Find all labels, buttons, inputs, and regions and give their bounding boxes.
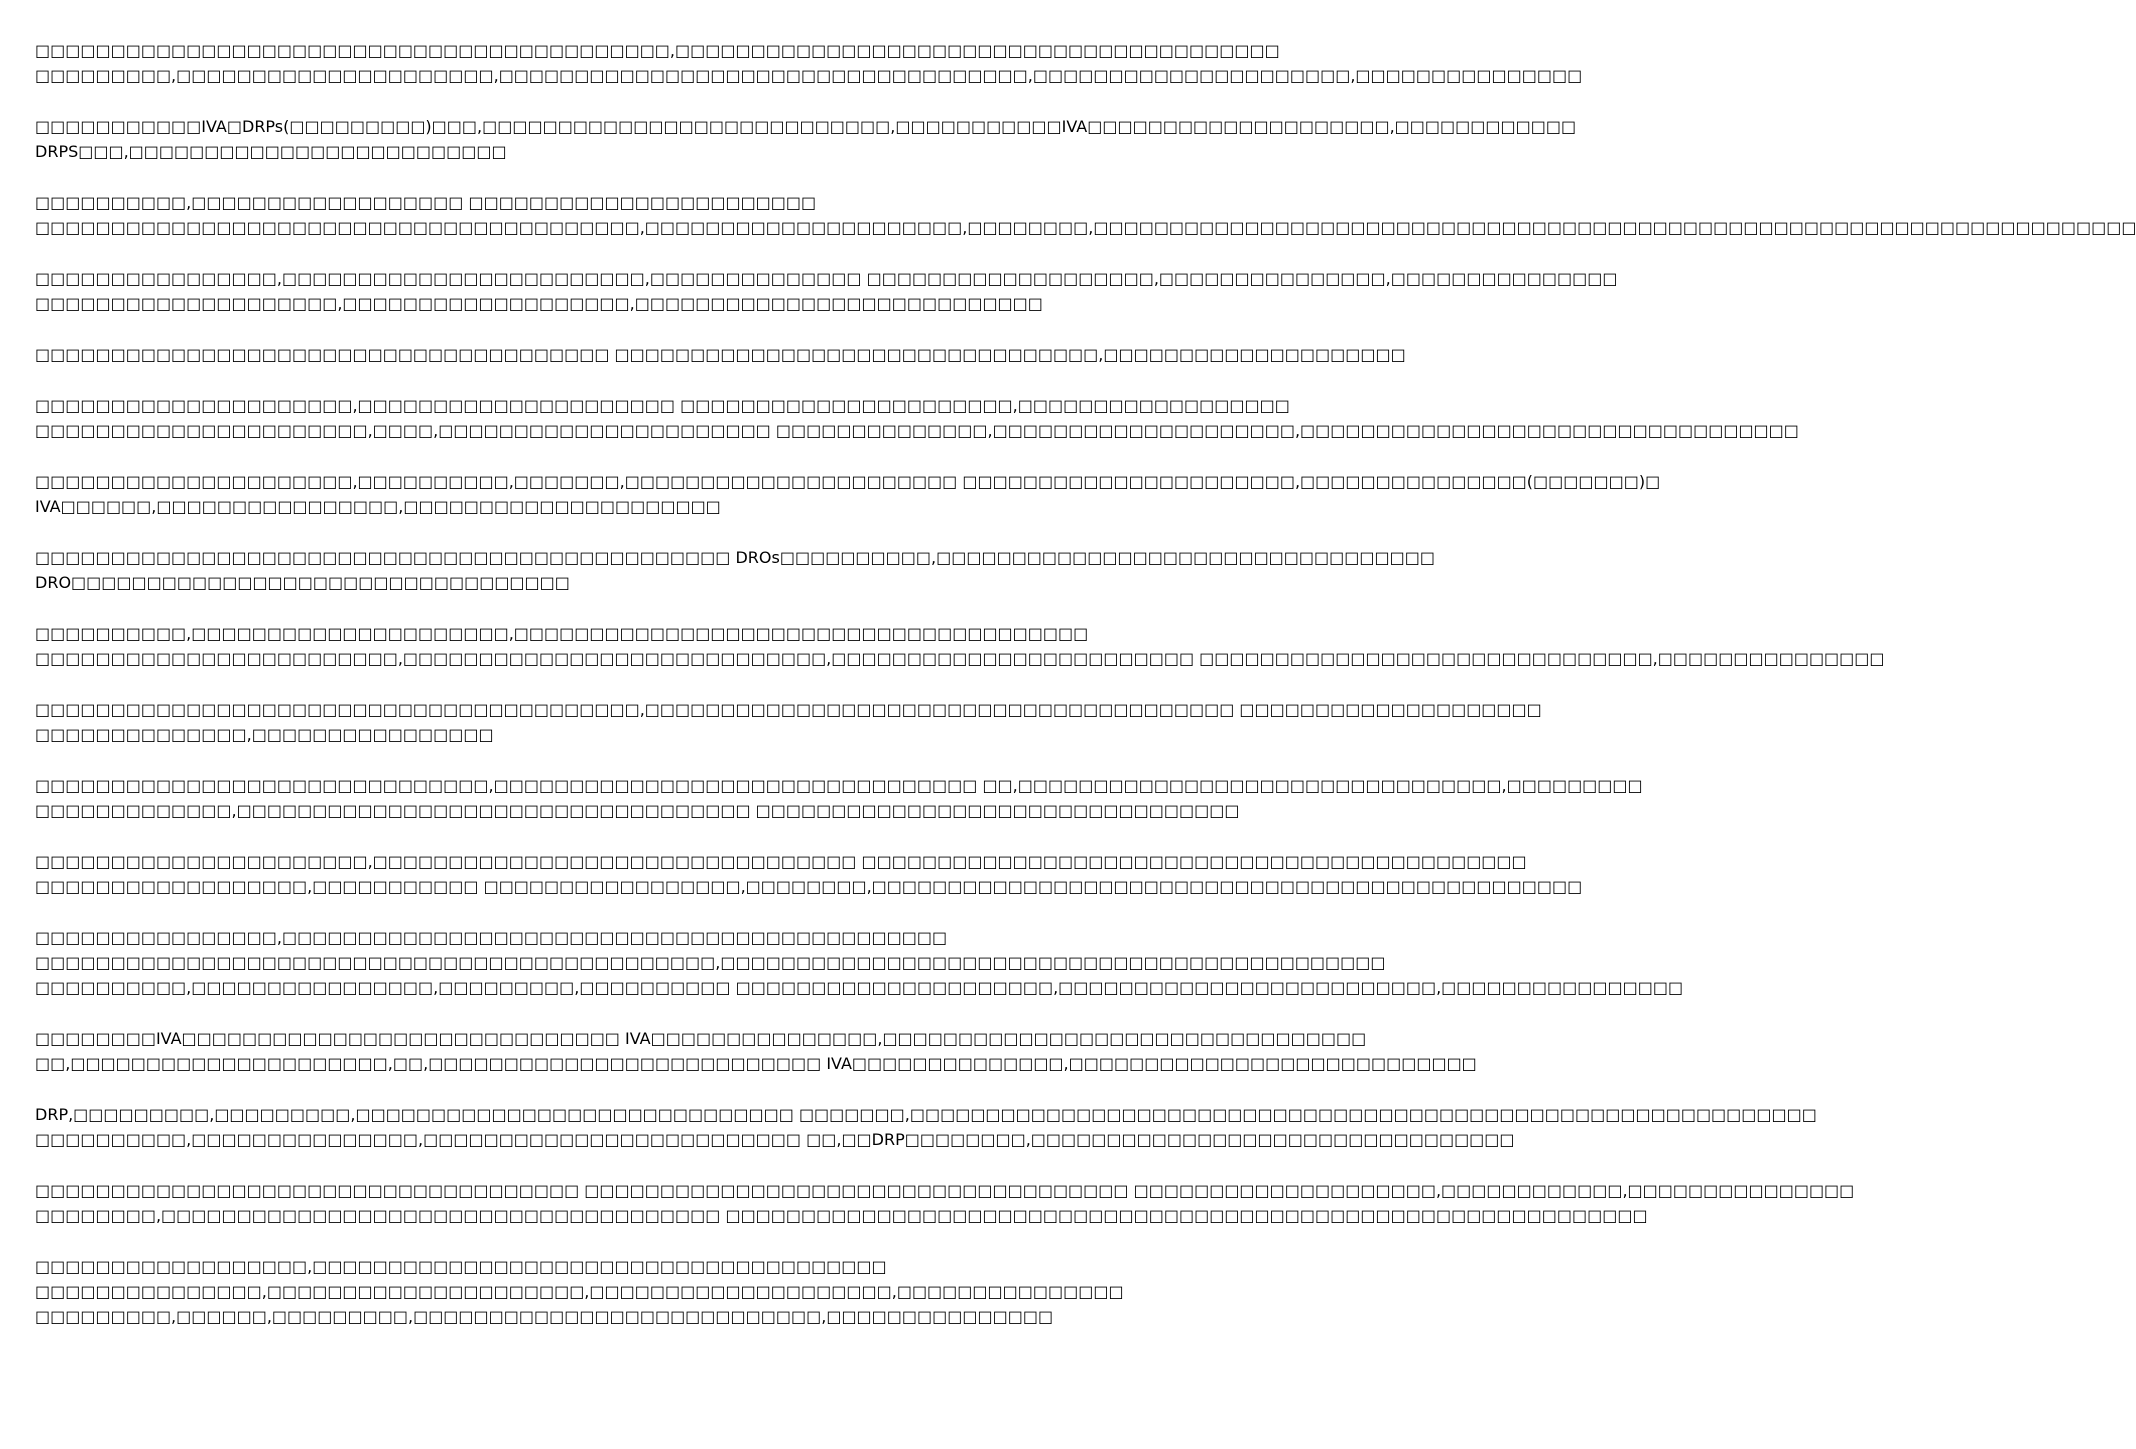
text-line: □□□□□□□□□□□□□□□□□□□□□□□□□□□□□□□□□□□□□□□□,□□□□□□□□□□□□□□□□□□□□□□□□□□□□□□□□□□□□□□□ □□□□□□□□□□□□□□□□□□□□ bbox=[35, 700, 1542, 719]
text-line: DRP,□□□□□□□□□,□□□□□□□□□,□□□□□□□□□□□□□□□□□□□□□□□□□□□□□ □□□□□□□,□□□□□□□□□□□□□□□□□□□□□□□□□□□□□□□□□□□□□□□□□□□□□□□□□□□□□□□□□□□□ bbox=[35, 1105, 1817, 1124]
text-line: □□□□□□□□□□□□□□,□□□□□□□□□□□□□□□□ bbox=[35, 725, 494, 744]
text-line: □□□□□□□□□□□□□□□□□□,□□□□□□□□□□□ □□□□□□□□□□□□□□□□□,□□□□□□□□,□□□□□□□□□□□□□□□□□□□□□□□□□□□□□□□□□□□□□□□□□□□□□□□ bbox=[35, 877, 1583, 896]
paragraph bbox=[35, 1026, 1477, 1076]
text-line: □□□□□□□□□□□□□□□□,□□□□□□□□□□□□□□□□□□□□□□□□□□□□□□□□□□□□□□□□□□□□ bbox=[35, 928, 948, 947]
text-line: □□□□□□□□□□□□□,□□□□□□□□□□□□□□□□□□□□□□□□□□□□□□□□□□ □□□□□□□□□□□□□□□□□□□□□□□□□□□□□□□□ bbox=[35, 801, 1240, 820]
text-line: □□□□□□□□□□,□□□□□□□□□□□□□□□□,□□□□□□□□□,□□□□□□□□□□ □□□□□□□□□□□□□□□□□□□□□,□□□□□□□□□□□□□□□□□□□□□□□□□,□□□□□□□□□□□□□□□□ bbox=[35, 978, 1684, 997]
text-line: □□□□□□□□□□□□□□□□□□□□,□□□□□□□□□□□□□□□□□□□,□□□□□□□□□□□□□□□□□□□□□□□□□□□ bbox=[35, 294, 1043, 313]
paragraph bbox=[35, 849, 1583, 899]
paragraph bbox=[35, 1254, 1124, 1329]
text-line: □□□□□□□□□□□□□□□□□□□□□,□□□□□□□□□□,□□□□□□□,□□□□□□□□□□□□□□□□□□□□□□ □□□□□□□□□□□□□□□□□□□□□□,□□□□□□□□□□□□□□□(□□□□□□□)□ bbox=[35, 472, 1661, 491]
text-line: □□□□□□□□□□□□□□□□,□□□□□□□□□□□□□□□□□□□□□□□□,□□□□□□□□□□□□□□ □□□□□□□□□□□□□□□□□□□,□□□□□□□□□□□□□□□,□□□□□□□□□□□□□□□ bbox=[35, 269, 1618, 288]
text-line: □□□□□□□□□□□□□□□□□□,□□□□□□□□□□□□□□□□□□□□□□□□□□□□□□□□□□□□□□ bbox=[35, 1257, 887, 1276]
text-line: □□□□□□□□□□□□□□□□□□□□□,□□□□□□□□□□□□□□□□□□□□□ □□□□□□□□□□□□□□□□□□□□□□,□□□□□□□□□□□□□□□□□□ bbox=[35, 396, 1290, 415]
text-line: □□□□□□□□□□□□□□□□□□□□□□□□□□□□□□,□□□□□□□□□□□□□□□□□□□□□□□□□□□□□□□□ □□,□□□□□□□□□□□□□□□□□□□□□□□□□□□□□□□□,□□□□□□□□□ bbox=[35, 776, 1643, 795]
paragraph bbox=[35, 190, 2136, 240]
text-line: □□□□□□□□□□□□□□□□□□□□□□□□□□□□□□□□□□□□ □□□□□□□□□□□□□□□□□□□□□□□□□□□□□□□□□□□□ □□□□□□□□□□□□□□□□□□□□,□□□□□□□□□□□□,□□□□□□□□□□□□□□□ bbox=[35, 1181, 1855, 1200]
paragraph bbox=[35, 469, 1661, 519]
text-line: □□□□□□□□□□□□□□□□□□□□□□□□□□□□□□□□□□□□□□ □□□□□□□□□□□□□□□□□□□□□□□□□□□□□□□□,□□□□□□□□□□□□□□□□□□□□ bbox=[35, 345, 1406, 364]
text-line: □□□□□□□□□□□□□□□□□□□□□□□□□□□□□□□□□□□□□□□□,□□□□□□□□□□□□□□□□□□□□□,□□□□□□□□,□□□□□□□□□□□□□□□□□□□□□□□□□□□□□□□□□□□□□□□□□□□□□□□□□□□□□□□□□□□□□□□□□□□□□ bbox=[35, 218, 2136, 237]
text-line: □□□□□□□□□□□□□□□□□□□□□□□□□□□□□□□□□□□□□□□□□□,□□□□□□□□□□□□□□□□□□□□□□□□□□□□□□□□□□□□□□□□ bbox=[35, 41, 1280, 60]
text-line: □□□□□□□□□□□□□□□□□□□□□□,□□□□,□□□□□□□□□□□□□□□□□□□□□□ □□□□□□□□□□□□□□,□□□□□□□□□□□□□□□□□□□□,□□□□□□□□□□□□□□□□□□□□□□□□□□□□□□□□□ bbox=[35, 421, 1799, 440]
text-line: □□,□□□□□□□□□□□□□□□□□□□□□,□□,□□□□□□□□□□□□□□□□□□□□□□□□□□ IVA□□□□□□□□□□□□□□,□□□□□□□□□□□□□□□□□□□□□□□□□□□ bbox=[35, 1054, 1477, 1073]
text-line: DRPS□□□,□□□□□□□□□□□□□□□□□□□□□□□□□ bbox=[35, 142, 507, 161]
paragraph bbox=[35, 621, 1885, 671]
paragraph bbox=[35, 342, 1406, 367]
paragraph bbox=[35, 38, 1583, 88]
text-line: □□□□□□□□□□□□□□□□□□□□□□□□□□□□□□□□□□□□□□□□□□□□□,□□□□□□□□□□□□□□□□□□□□□□□□□□□□□□□□□□□□□□□□□□□□ bbox=[35, 953, 1386, 972]
text-line: □□□□□□□□□□□□□□□,□□□□□□□□□□□□□□□□□□□□□,□□□□□□□□□□□□□□□□□□□□,□□□□□□□□□□□□□□□ bbox=[35, 1282, 1124, 1301]
text-line: □□□□□□□□IVA□□□□□□□□□□□□□□□□□□□□□□□□□□□□□ IVA□□□□□□□□□□□□□□□,□□□□□□□□□□□□□□□□□□□□□□□□□□□□□□□□ bbox=[35, 1029, 1367, 1048]
text-line: □□□□□□□□□□□□□□□□□□□□□□□□,□□□□□□□□□□□□□□□□□□□□□□□□□□□□,□□□□□□□□□□□□□□□□□□□□□□□□ □□□□□□□□□□□□□□□□□□□□□□□□□□□□□□,□□□□□□□□□□□□□□□ bbox=[35, 649, 1885, 668]
text-line: □□□□□□□□□,□□□□□□□□□□□□□□□□□□□□□,□□□□□□□□□□□□□□□□□□□□□□□□□□□□□□□□□□□,□□□□□□□□□□□□□□□□□□□□□,□□□□□□□□□□□□□□□ bbox=[35, 66, 1583, 85]
text-line: □□□□□□□□□□□IVA□DRPs(□□□□□□□□□)□□□,□□□□□□□□□□□□□□□□□□□□□□□□□□□,□□□□□□□□□□□IVA□□□□□□□□□□□□□□□□□□□□,□□□□□□□□□□□□ bbox=[35, 117, 1577, 136]
document-body bbox=[35, 38, 2136, 1355]
text-line: □□□□□□□□,□□□□□□□□□□□□□□□□□□□□□□□□□□□□□□□□□□□□□ □□□□□□□□□□□□□□□□□□□□□□□□□□□□□□□□□□□□□□□□□□□□□□□□□□□□□□□□□□□□□ bbox=[35, 1206, 1648, 1225]
paragraph bbox=[35, 697, 1542, 747]
text-line: □□□□□□□□□,□□□□□□,□□□□□□□□□,□□□□□□□□□□□□□□□□□□□□□□□□□□□,□□□□□□□□□□□□□□□ bbox=[35, 1307, 1054, 1326]
paragraph bbox=[35, 1178, 1855, 1228]
text-line: □□□□□□□□□□□□□□□□□□□□□□□□□□□□□□□□□□□□□□□□□□□□□□ DROs□□□□□□□□□□,□□□□□□□□□□□□□□□□□□□□□□□□□□□□□□□□□ bbox=[35, 548, 1435, 567]
text-line: □□□□□□□□□□,□□□□□□□□□□□□□□□□□□ □□□□□□□□□□□□□□□□□□□□□□□ bbox=[35, 193, 817, 212]
paragraph bbox=[35, 545, 1435, 595]
paragraph bbox=[35, 393, 1799, 443]
paragraph bbox=[35, 773, 1643, 823]
text-line: □□□□□□□□□□,□□□□□□□□□□□□□□□,□□□□□□□□□□□□□□□□□□□□□□□□□ □□,□□DRP□□□□□□□□,□□□□□□□□□□□□□□□□□□□□□□□□□□□□□□□□ bbox=[35, 1130, 1515, 1149]
text-line: □□□□□□□□□□□□□□□□□□□□□□,□□□□□□□□□□□□□□□□□□□□□□□□□□□□□□□□ □□□□□□□□□□□□□□□□□□□□□□□□□□□□□□□□□□□□□□□□□□□□ bbox=[35, 852, 1527, 871]
paragraph bbox=[35, 925, 1684, 1000]
paragraph bbox=[35, 266, 1618, 316]
paragraph bbox=[35, 1102, 1817, 1152]
text-line: DRO□□□□□□□□□□□□□□□□□□□□□□□□□□□□□□□□□ bbox=[35, 573, 570, 592]
text-line: IVA□□□□□□,□□□□□□□□□□□□□□□□,□□□□□□□□□□□□□□□□□□□□□ bbox=[35, 497, 721, 516]
text-line: □□□□□□□□□□,□□□□□□□□□□□□□□□□□□□□□,□□□□□□□□□□□□□□□□□□□□□□□□□□□□□□□□□□□□□□ bbox=[35, 624, 1089, 643]
paragraph bbox=[35, 114, 1577, 164]
